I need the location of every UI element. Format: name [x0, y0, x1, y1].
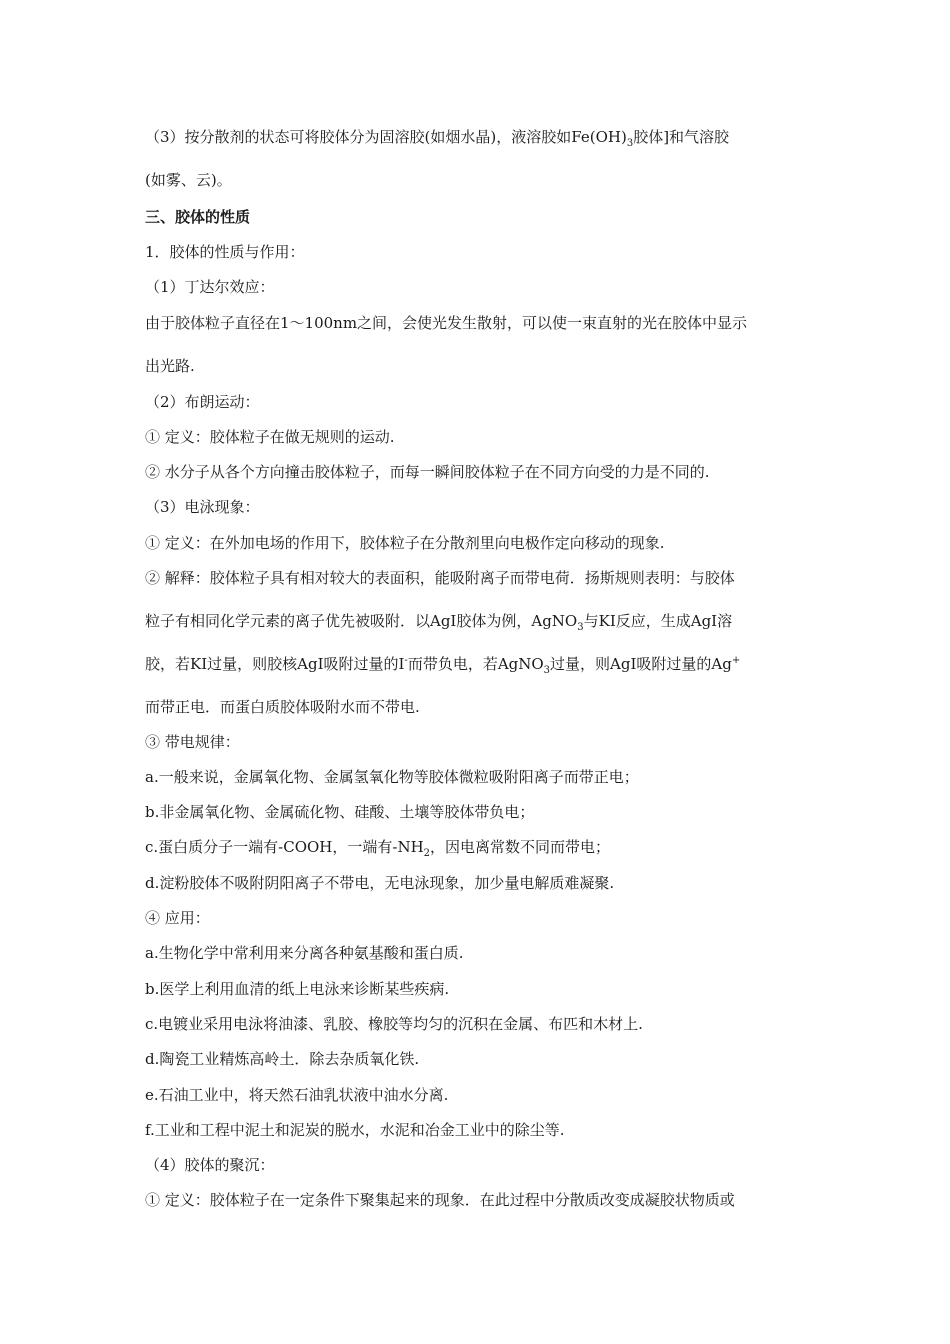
paragraph-line: ② 解释：胶体粒子具有相对较大的表面积，能吸附离子而带电荷．扬斯规则表明：与胶体	[145, 569, 735, 587]
paragraph-line: (如雾、云)。	[145, 171, 232, 189]
paragraph-line	[145, 654, 740, 674]
subscript: 3	[543, 665, 551, 676]
text-segment: 而带负电，若AgNO	[407, 655, 544, 673]
list-item: d.陶瓷工业精炼高岭土．除去杂质氧化铁.	[145, 1050, 420, 1068]
text-segment: ，因电离常数不同而带电；	[430, 838, 611, 856]
text-segment: 胶，若KI过量，则胶核AgI吸附过量的I	[145, 655, 405, 673]
list-item	[145, 837, 610, 857]
list-item: b.非金属氧化物、金属硫化物、硅酸、土壤等胶体带负电；	[145, 803, 535, 821]
list-item: a.生物化学中常利用来分离各种氨基酸和蛋白质.	[145, 944, 464, 962]
paragraph-line: ① 定义：胶体粒子在一定条件下聚集起来的现象．在此过程中分散质改变成凝胶状物质或	[145, 1191, 735, 1209]
section-heading: 三、胶体的性质	[145, 208, 251, 226]
list-item: a.一般来说，金属氧化物、金属氢氧化物等胶体微粒吸附阳离子而带正电；	[145, 768, 639, 786]
paragraph-line: ① 定义：胶体粒子在做无规则的运动.	[145, 428, 395, 446]
paragraph-line: 由于胶体粒子直径在1～100nm之间，会使光发生散射，可以使一束直射的光在胶体中显示	[145, 314, 748, 332]
topic-electrophoresis: （3）电泳现象：	[145, 498, 260, 516]
text-segment: 粒子有相同化学元素的离子优先被吸附．以AgI胶体为例，AgNO	[145, 612, 578, 630]
paragraph-line: ③ 带电规律：	[145, 733, 240, 751]
paragraph-dispersant-state	[145, 127, 729, 147]
text-segment: 与KI反应，生成AgI溶	[583, 612, 733, 630]
paragraph-line: ④ 应用：	[145, 909, 210, 927]
list-item: c.电镀业采用电泳将油漆、乳胶、橡胶等均匀的沉积在金属、布匹和木材上.	[145, 1015, 643, 1033]
paragraph-line: 而带正电．而蛋白质胶体吸附水而不带电.	[145, 698, 420, 716]
text-segment: 胶体]和气溶胶	[633, 128, 730, 146]
superscript: -	[404, 655, 408, 666]
topic-coagulation: （4）胶体的聚沉：	[145, 1156, 275, 1174]
subscript: 3	[577, 622, 584, 633]
topic-tyndall: （1）丁达尔效应：	[145, 278, 275, 296]
text-segment: 过量，则AgI吸附过量的Ag	[550, 655, 732, 673]
paragraph-line: ② 水分子从各个方向撞击胶体粒子，而每一瞬间胶体粒子在不同方向受的力是不同的.	[145, 463, 710, 481]
subsection-heading: 1．胶体的性质与作用：	[145, 243, 305, 261]
topic-brownian: （2）布朗运动：	[145, 393, 260, 411]
list-item: b.医学上利用血清的纸上电泳来诊断某些疾病.	[145, 980, 450, 998]
subscript: 3	[626, 138, 634, 149]
list-item: e.石油工业中，将天然石油乳状液中油水分离.	[145, 1086, 449, 1104]
paragraph-line	[145, 611, 732, 631]
superscript: +	[731, 655, 741, 666]
paragraph-line: 出光路.	[145, 357, 195, 375]
list-item: d.淀粉胶体不吸附阴阳离子不带电，无电泳现象，加少量电解质难凝聚.	[145, 874, 615, 892]
list-item: f.工业和工程中泥土和泥炭的脱水，水泥和冶金工业中的除尘等.	[145, 1121, 565, 1139]
text-segment: （3）按分散剂的状态可将胶体分为固溶胶(如烟水晶)，液溶胶如Fe(OH)	[145, 128, 627, 146]
text-segment: c.蛋白质分子一端有-COOH，一端有-NH	[145, 838, 424, 856]
subscript: 2	[423, 848, 431, 859]
paragraph-line: ① 定义：在外加电场的作用下，胶体粒子在分散剂里向电极作定向移动的现象.	[145, 534, 665, 552]
